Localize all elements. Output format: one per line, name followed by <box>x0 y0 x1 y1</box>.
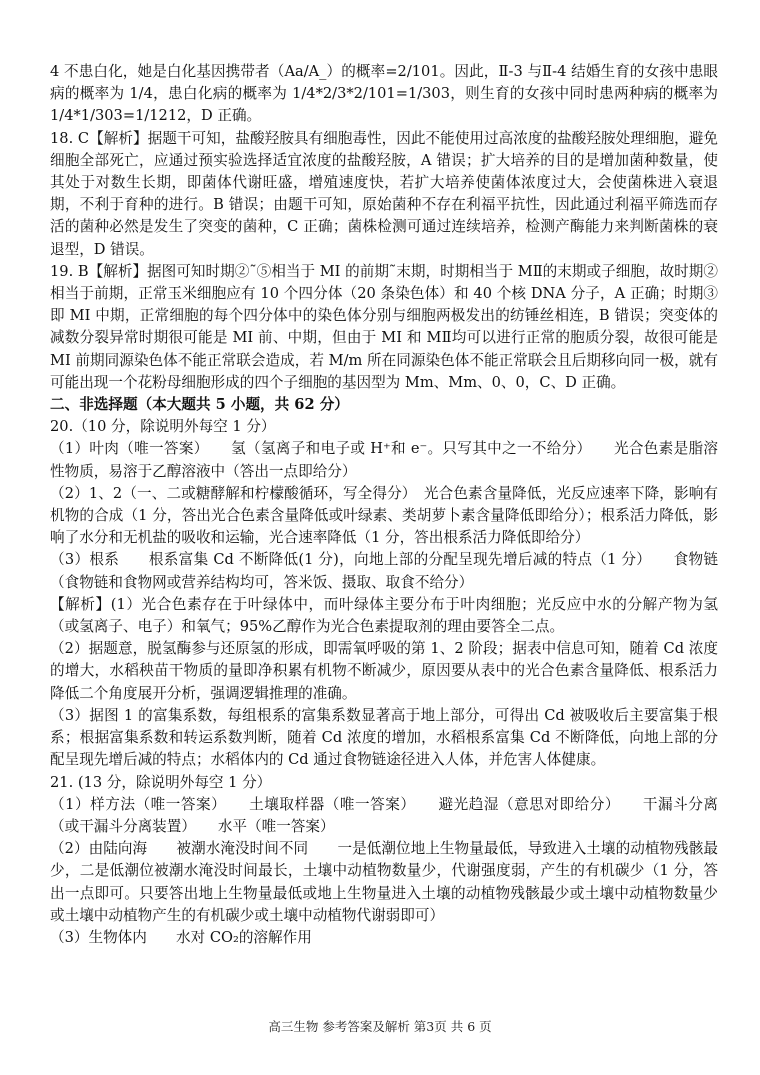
paragraph-q17-conclusion: 4 不患白化，她是白化基因携带者（Aa/A_）的概率=2/101。因此，Ⅱ-3 与Ⅱ-4 结婚生育的女孩中患眼病的概率为 1/4，患白化病的概率为 1/4*2/3*2/101=1/303，则生育的女孩中同时患两种病的概率为 1/4*1/303=1/1212，D 正确。 <box>50 63 718 125</box>
q20-answer-2: （2）1、2（一、二或糖酵解和柠檬酸循环，写全得分） 光合色素含量降低，光反应速率下降，影响有机物的合成（1 分，答出光合色素含量降低或叶绿素、类胡萝卜素含量降低即给分）；根系活力降低，影响了水分和无机盐的吸收和运输，光合速率降低（1 分，答出根系活力降低即给分） <box>50 484 718 547</box>
answer-key-content <box>50 61 718 949</box>
q20-answer-1: （1）叶肉（唯一答案） 氢（氢离子和电子或 H⁺和 e⁻。只写其中之一不给分） 光合色素是脂溶性物质，易溶于乙醇溶液中（答出一点即给分） <box>50 440 718 480</box>
q20-analysis-2: （2）据题意，脱氢酶参与还原氢的形成，即需氧呼吸的第 1、2 阶段；据表中信息可知，随着 Cd 浓度的增大，水稻秧苗干物质的量即净积累有机物不断减少，原因要从表中的光合色素含量降低、根系活力降低二个角度展开分析，强调逻辑推理的准确。 <box>50 640 718 702</box>
q21-answer-1: （1）样方法（唯一答案） 土壤取样器（唯一答案） 避光趋湿（意思对即给分） 干漏斗分离（或干漏斗分离装置） 水平（唯一答案） <box>50 795 718 835</box>
q20-analysis-3: （3）据图 1 的富集系数，每组根系的富集系数显著高于地上部分，可得出 Cd 被吸收后主要富集于根系；根据富集系数和转运系数判断，随着 Cd 浓度的增加，水稻根系富集 Cd 不断降低，向地上部的分配呈现先增后减的特点；水稻体内的 Cd 通过食物链途径进入人体，并危害人体健康。 <box>50 706 718 769</box>
section-heading-non-choice: 二、非选择题（本大题共 5 小题，共 62 分） <box>50 396 349 414</box>
question-20-header: 20.（10 分，除说明外每空 1 分） <box>50 418 276 436</box>
q21-answer-2: （2）由陆向海 被潮水淹没时间不同 一是低潮位地上生物量最低，导致进入土壤的动植物残骸最少，二是低潮位被潮水淹没时间最长，土壤中动植物数量少，代谢强度弱，产生的有机碳少（1 分，答出一点即可。只要答出地上生物量最低或地上生物量进入土壤的动植物残骸最少或土壤中动植物数量少或土壤中动植物产生的有机碳少或土壤中动植物代谢弱即可） <box>50 840 718 924</box>
q20-answer-3: （3）根系 根系富集 Cd 不断降低(1 分)，向地上部的分配呈现先增后减的特点（1 分） 食物链（食物链和食物网或营养结构均可，答米饭、摄取、取食不给分） <box>50 551 718 591</box>
paragraph-q18-analysis: 18. C【解析】据题干可知，盐酸羟胺具有细胞毒性，因此不能使用过高浓度的盐酸羟胺处理细胞，避免细胞全部死亡，应通过预实验选择适宜浓度的盐酸羟胺，A 错误；扩大培养的目的是增加菌种数量，使其处于对数生长期，即菌体代谢旺盛，增殖速度快，若扩大培养使菌体浓度过大，会使菌株进入衰退期，不利于育种的进行。B 错误；由题干可知，原始菌种不存在利福平抗性，因此通过利福平筛选而存活的菌种必然是发生了突变的菌种，C 正确；菌株检测可通过连续培养，检测产酶能力来判断菌株的衰退型，D 错误。 <box>50 129 718 258</box>
question-21-header: 21. (13 分，除说明外每空 1 分） <box>50 773 272 791</box>
q20-analysis-1: 【解析】(1）光合色素存在于叶绿体中，而叶绿体主要分布于叶肉细胞；光反应中水的分解产物为氢（或氢离子、电子）和氧气；95%乙醇作为光合色素提取剂的理由要答全二点。 <box>50 595 718 636</box>
paragraph-q19-analysis: 19. B【解析】据图可知时期②˜⑤相当于 MI 的前期˜末期，时期相当于 MⅡ的末期或子细胞，故时期②相当于前期，正常玉米细胞应有 10 个四分体（20 条染色体）和 40 个核 DNA 分子，A 正确；时期③即 MI 中期，正常细胞的每个四分体中的染色体分别与细胞两极发出的纺锤丝相连，B 错误；突变体的减数分裂异常时期很可能是 MI 前、中期，但由于 MI 和 MⅡ均可以进行正常的胞质分裂，故很可能是 MI 前期同源染色体不能正常联会造成，若 M/m 所在同源染色体不能正常联会且后期移向同一极，就有可能出现一个花粉母细胞形成的四个子细胞的基因型为 Mm、Mm、0、0，C、D 正确。 <box>50 262 718 391</box>
page-footer: 高三生物 参考答案及解析 第3页 共 6 页 <box>268 1019 492 1034</box>
q21-answer-3: （3）生物体内 水对 CO₂的溶解作用 <box>50 928 312 946</box>
